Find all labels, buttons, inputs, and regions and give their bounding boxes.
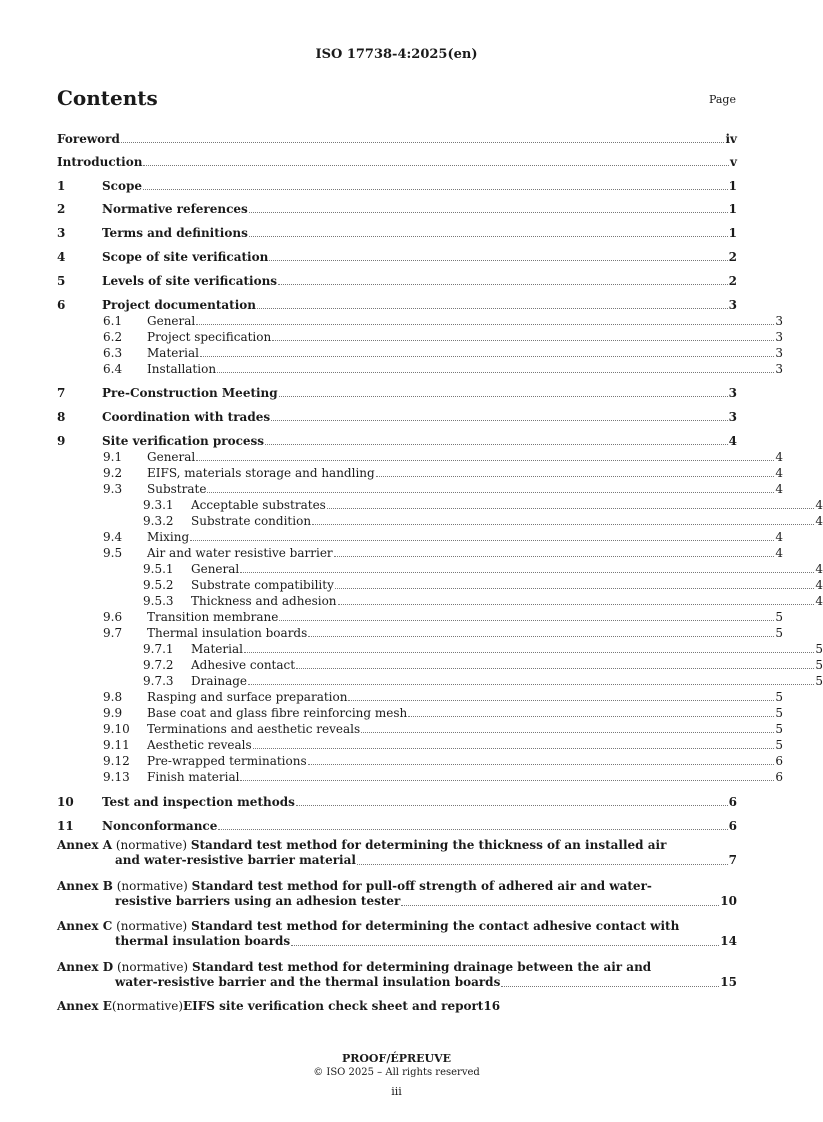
toc-entry-label: General [147,314,196,328]
annex-title: Standard test method for determining the thickness of an installed air [190,838,667,852]
annex-prefix: Annex C [57,919,113,933]
toc-entry-number: 6.4 [103,362,123,376]
toc-entry-label: Material [191,642,243,656]
toc-entry-page: 5 [815,674,823,688]
annex-prefix: Annex D [57,960,114,974]
dot-leader [401,904,719,906]
toc-entry-label: Installation [147,362,217,376]
annex-title-continued: resistive barriers using an adhesion tester [115,894,401,908]
dot-leader [308,763,775,765]
dot-leader [348,699,774,701]
annex-title: EIFS site verification check sheet and report [183,999,484,1013]
toc-entry-number: 9.5.2 [143,578,174,592]
toc-entry-number: 9.3.1 [143,498,174,512]
annex-title: Standard test method for determining drainage between the air and [191,960,652,974]
toc-entry[interactable] [57,512,823,528]
annex-type: (normative) [116,960,189,974]
annex-title-continued: thermal insulation boards [115,934,291,948]
toc-entry-label: Scope [102,179,143,193]
dot-leader [335,587,815,589]
toc-entry-page: 2 [728,274,737,288]
toc-entry-page: 4 [775,466,783,480]
toc-entry-label: Transition membrane [147,610,279,624]
annex-page: 7 [728,853,737,867]
dot-leader [376,475,775,477]
dot-leader [271,419,728,421]
toc-entry-page: 3 [728,410,737,424]
annex-title: Standard test method for pull-off strength of adhered air and water- [191,879,652,893]
toc-entry-page: 4 [728,434,737,448]
dot-leader [296,804,728,806]
annex-entry[interactable] [57,879,737,909]
toc-entry[interactable] [57,408,737,424]
toc-entry-page: 1 [728,179,737,193]
dot-leader [196,323,774,325]
toc-entry[interactable] [57,528,783,544]
toc-entry[interactable] [57,360,783,376]
document-header: ISO 17738-4:2025(en) [315,47,478,62]
toc-entry[interactable] [57,720,783,736]
toc-entry-label: Substrate compatibility [191,578,334,592]
toc-entry-label: Material [147,346,199,360]
toc-entry[interactable] [57,177,737,193]
toc-entry-number: 9.5.3 [143,594,174,608]
toc-entry-page: 5 [775,610,783,624]
toc-entry-number: 9.5.1 [143,562,174,576]
toc-entry-number: 9.5 [103,546,123,560]
dot-leader [249,211,728,213]
toc-entry-number: 6.2 [103,330,123,344]
toc-entry-number: 4 [57,250,66,264]
annex-title: Standard test method for determining the contact adhesive contact with [191,919,680,933]
annex-entry[interactable] [57,838,737,868]
dot-leader [190,539,774,541]
toc-entry-page: 3 [775,330,783,344]
toc-entry[interactable] [57,384,737,400]
annex-type: (normative) [111,999,184,1013]
toc-entry[interactable] [57,656,823,672]
toc-entry-label: Finish material [147,770,240,784]
toc-entry[interactable] [57,688,783,704]
toc-entry-page: 5 [815,658,823,672]
dot-leader [249,235,728,237]
toc-entry-number: 8 [57,410,66,424]
toc-entry[interactable] [57,312,783,328]
toc-entry-label: Aesthetic reveals [147,738,252,752]
toc-entry-number: 9 [57,434,66,448]
annex-entry[interactable] [57,960,737,990]
toc-entry-page: 5 [775,706,783,720]
toc-entry-label: Thickness and adhesion [191,594,337,608]
dot-leader [291,944,719,946]
toc-entry-label: Project specification [147,330,272,344]
toc-entry-label: Introduction [57,155,143,169]
dot-leader [218,828,727,830]
toc-entry-label: Substrate condition [191,514,312,528]
toc-entry[interactable] [57,793,737,809]
toc-entry-page: 3 [775,362,783,376]
dot-leader [217,371,774,373]
toc-entry-number: 9.7 [103,626,123,640]
toc-entry-number: 5 [57,274,66,288]
toc-entry-number: 9.7.1 [143,642,174,656]
toc-entry-page: v [730,155,737,169]
toc-entry[interactable] [57,768,783,784]
toc-entry-label: Pre-wrapped terminations [147,754,307,768]
dot-leader [308,635,774,637]
toc-entry-label: Air and water resistive barrier [147,546,333,560]
toc-entry-label: Adhesive contact [191,658,296,672]
toc-entry-page: 1 [728,226,737,240]
toc-entry-page: 4 [815,514,823,528]
toc-entry[interactable] [57,544,783,560]
toc-entry-number: 9.11 [103,738,130,752]
annex-type: (normative) [115,838,188,852]
toc-entry-label: Terminations and aesthetic reveals [147,722,361,736]
toc-entry-label: Nonconformance [102,819,218,833]
dot-leader [361,731,774,733]
dot-leader [408,715,774,717]
toc-entry-label: Normative references [102,202,248,216]
dot-leader [338,603,815,605]
toc-entry-number: 9.7.3 [143,674,174,688]
toc-entry-number: 10 [57,795,74,809]
dot-leader [244,651,814,653]
toc-entry-label: Scope of site verification [102,250,269,264]
toc-entry-number: 9.3.2 [143,514,174,528]
toc-entry-page: 2 [728,250,737,264]
dot-leader [257,307,728,309]
dot-leader [296,667,814,669]
toc-entry-page: 4 [775,546,783,560]
copyright-notice: © ISO 2025 – All rights reserved [313,1067,480,1078]
toc-entry[interactable] [57,248,737,264]
toc-entry-label: Base coat and glass fibre reinforcing mesh [147,706,408,720]
dot-leader [265,443,728,445]
toc-entry[interactable] [57,480,783,496]
dot-leader [272,339,774,341]
toc-entry-label: Test and inspection methods [102,795,295,809]
toc-entry-number: 1 [57,179,66,193]
dot-leader [240,779,774,781]
annex-page: 14 [720,934,737,948]
page-number: iii [391,1085,402,1098]
proof-label: PROOF/ÉPREUVE [341,1052,452,1065]
toc-entry-label: Drainage [191,674,248,688]
dot-leader [279,395,728,397]
toc-entry[interactable] [57,272,737,288]
toc-entry-number: 9.10 [103,722,130,736]
dot-leader [143,188,728,190]
toc-entry-page: 6 [728,819,737,833]
toc-entry-page: 4 [815,578,823,592]
toc-entry-label: Foreword [57,132,120,146]
toc-entry-number: 9.8 [103,690,123,704]
toc-entry[interactable] [57,130,737,146]
toc-entry-page: 4 [775,450,783,464]
annex-entry[interactable] [57,999,737,1014]
toc-entry-page: 5 [775,690,783,704]
annex-page: 15 [720,975,737,989]
dot-leader [278,283,728,285]
toc-entry-page: 5 [775,626,783,640]
toc-entry-number: 9.2 [103,466,123,480]
toc-entry-number: 9.9 [103,706,123,720]
toc-entry-label: Coordination with trades [102,410,271,424]
dot-leader [240,571,814,573]
toc-entry[interactable] [57,817,737,833]
dot-leader [279,619,774,621]
toc-entry[interactable] [57,608,783,624]
toc-entry[interactable] [57,624,783,640]
toc-entry[interactable] [57,464,783,480]
toc-entry-page: iv [725,132,737,146]
toc-entry-page: 4 [815,562,823,576]
dot-leader [327,507,815,509]
toc-entry-page: 5 [775,738,783,752]
toc-entry[interactable] [57,736,783,752]
dot-leader [312,523,814,525]
toc-entry-page: 4 [775,482,783,496]
toc-entry[interactable] [57,560,823,576]
dot-leader [357,863,728,865]
toc-entry-page: 4 [815,498,823,512]
dot-leader [200,355,774,357]
toc-entry[interactable] [57,640,823,656]
toc-entry-page: 3 [775,314,783,328]
dot-leader [269,259,727,261]
toc-entry-label: Substrate [147,482,207,496]
annex-prefix: Annex A [57,838,113,852]
toc-entry-page: 6 [775,754,783,768]
toc-entry-page: 4 [815,594,823,608]
annex-page: 16 [483,999,501,1013]
toc-entry-page: 1 [728,202,737,216]
toc-entry-page: 4 [775,530,783,544]
annex-title-continued: and water-resistive barrier material [115,853,356,867]
toc-entry[interactable] [57,296,737,312]
toc-entry[interactable] [57,592,823,608]
toc-entry[interactable] [57,344,783,360]
annex-type: (normative) [116,919,188,933]
toc-entry-label: Site verification process [102,434,265,448]
page-column-label: Page [708,93,736,106]
toc-entry-label: General [191,562,240,576]
toc-entry-page: 3 [728,298,737,312]
annex-type: (normative) [116,879,188,893]
toc-entry-number: 2 [57,202,66,216]
toc-entry-number: 6 [57,298,66,312]
toc-entry-label: Levels of site verifications [102,274,278,288]
dot-leader [248,683,814,685]
toc-entry-number: 9.1 [103,450,123,464]
annex-prefix: Annex B [57,879,113,893]
toc-entry-number: 3 [57,226,66,240]
toc-entry-label: General [147,450,196,464]
toc-entry-number: 9.13 [103,770,130,784]
toc-entry[interactable] [57,448,783,464]
toc-entry[interactable] [57,153,737,169]
toc-entry-page: 3 [775,346,783,360]
toc-entry-label: Acceptable substrates [191,498,326,512]
annex-page: 10 [720,894,737,908]
toc-entry-label: EIFS, materials storage and handling [147,466,375,480]
toc-entry-number: 9.3 [103,482,123,496]
toc-entry-number: 9.12 [103,754,130,768]
annex-title-continued: water-resistive barrier and the thermal insulation boards [115,975,501,989]
toc-entry[interactable] [57,432,737,448]
dot-leader [334,555,775,557]
toc-entry-label: Thermal insulation boards [147,626,308,640]
toc-entry-page: 5 [775,722,783,736]
dot-leader [121,141,725,143]
toc-entry[interactable] [57,672,823,688]
annex-entry[interactable] [57,919,737,949]
toc-entry-label: Terms and definitions [102,226,248,240]
contents-title: Contents [57,86,158,110]
dot-leader [143,164,729,166]
toc-entry-number: 6.1 [103,314,123,328]
dot-leader [253,747,775,749]
toc-entry-number: 9.4 [103,530,123,544]
toc-entry-label: Rasping and surface preparation [147,690,348,704]
toc-entry[interactable] [57,496,823,512]
toc-entry-label: Project documentation [102,298,256,312]
dot-leader [501,985,719,987]
toc-entry-page: 5 [815,642,823,656]
toc-entry[interactable] [57,752,783,768]
toc-entry[interactable] [57,328,783,344]
annex-prefix: Annex E [57,999,112,1013]
toc-entry[interactable] [57,224,737,240]
dot-leader [207,491,774,493]
toc-entry-page: 6 [728,795,737,809]
toc-entry[interactable] [57,704,783,720]
dot-leader [196,459,774,461]
toc-entry-number: 7 [57,386,66,400]
toc-entry-number: 11 [57,819,74,833]
toc-entry-page: 6 [775,770,783,784]
toc-entry-label: Pre-Construction Meeting [102,386,278,400]
toc-entry-number: 9.6 [103,610,123,624]
toc-entry-number: 9.7.2 [143,658,174,672]
toc-entry[interactable] [57,576,823,592]
toc-entry[interactable] [57,200,737,216]
toc-entry-page: 3 [728,386,737,400]
toc-entry-number: 6.3 [103,346,123,360]
toc-entry-label: Mixing [147,530,190,544]
